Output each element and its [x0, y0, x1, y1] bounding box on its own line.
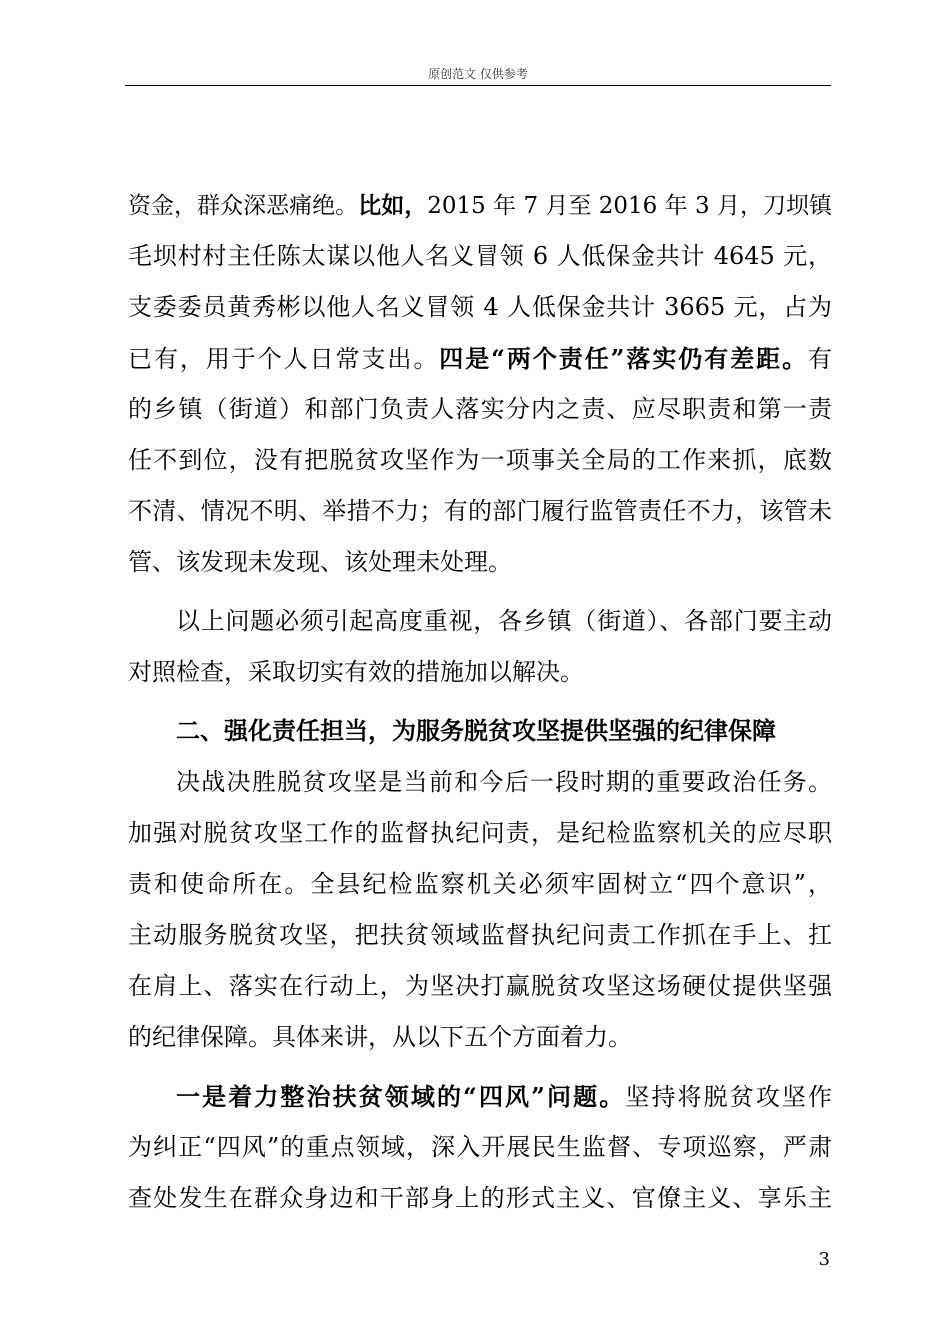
bold-text-run: 四是“两个责任”落实仍有差距。	[439, 344, 809, 373]
text-run: 对照检查，采取切实有效的措施加以解决。	[128, 658, 584, 686]
text-line	[128, 596, 832, 647]
page-header: 原创范文 仅供参考	[428, 67, 528, 81]
text-run: 以上问题必须引起高度重视，各乡镇（街道）、各部门要主动	[176, 607, 832, 635]
text-line	[128, 1173, 832, 1224]
text-line	[128, 537, 832, 588]
text-run: 主动服务脱贫攻坚，把扶贫领域监督执纪问责工作抓在手上、扛	[128, 921, 832, 949]
page-number: 3	[818, 1249, 830, 1270]
text-run: 为纠正“四风”的重点领域，深入开展民生监督、专项巡察，严肃	[128, 1133, 832, 1161]
text-line	[128, 910, 832, 961]
text-line	[128, 333, 832, 384]
bold-text-run: 比如，	[358, 192, 428, 219]
paragraph	[128, 757, 832, 1063]
text-run: 责和使命所在。全县纪检监察机关必须牢固树立“四个意识”，	[128, 870, 832, 898]
paragraph	[128, 1071, 832, 1224]
text-line	[128, 180, 832, 231]
text-line	[128, 384, 832, 435]
text-line	[128, 435, 832, 486]
text-run: 毛坝村村主任陈太谋以他人名义冒领 6 人低保金共计 4645 元，	[128, 242, 832, 270]
text-run: 管、该发现未发现、该处理未处理。	[128, 548, 512, 576]
text-run: 任不到位，没有把脱贫攻坚作为一项事关全局的工作来抓，底数	[128, 446, 832, 474]
text-run: 坚持将脱贫攻坚作	[625, 1083, 833, 1111]
text-run: 已有，用于个人日常支出。	[128, 345, 440, 373]
text-run: 不清、情况不明、举措不力；有的部门履行监管责任不力，该管未	[128, 497, 832, 525]
text-line	[128, 486, 832, 537]
text-run: 支委委员黄秀彬以他人名义冒领 4 人低保金共计 3665 元，占为	[128, 293, 832, 321]
text-run: 查处发生在群众身边和干部身上的形式主义、官僚主义、享乐主	[128, 1184, 832, 1212]
text-run: 决战决胜脱贫攻坚是当前和今后一段时期的重要政治任务。	[176, 768, 832, 796]
text-run: 有	[808, 345, 833, 373]
document-body	[128, 180, 832, 1224]
paragraph	[128, 180, 832, 588]
text-line	[128, 961, 832, 1012]
bold-text-run: 二、强化责任担当，为服务脱贫攻坚提供坚强的纪律保障	[176, 717, 776, 745]
text-line	[128, 282, 832, 333]
text-line	[128, 1071, 832, 1122]
text-line	[128, 757, 832, 808]
text-line	[128, 1012, 832, 1063]
bold-text-run: 一是着力整治扶贫领域的“四风”问题。	[176, 1082, 626, 1111]
text-line	[128, 859, 832, 910]
paragraph	[128, 596, 832, 698]
text-line	[128, 1122, 832, 1173]
text-run: 在肩上、落实在行动上，为坚决打赢脱贫攻坚这场硬仗提供坚强	[128, 972, 832, 1000]
text-line	[128, 647, 832, 698]
header-divider	[125, 85, 831, 86]
text-run: 资金，群众深恶痛绝。	[128, 193, 359, 219]
text-line	[128, 231, 832, 282]
section-heading	[128, 706, 832, 757]
text-run: 的乡镇（街道）和部门负责人落实分内之责、应尽职责和第一责	[128, 395, 832, 423]
text-run: 2015 年 7 月至 2016 年 3 月，刀坝镇	[427, 193, 833, 219]
text-line	[128, 706, 832, 757]
text-run: 的纪律保障。具体来讲，从以下五个方面着力。	[128, 1023, 632, 1051]
text-line	[128, 808, 832, 859]
text-run: 加强对脱贫攻坚工作的监督执纪问责，是纪检监察机关的应尽职	[128, 819, 832, 847]
